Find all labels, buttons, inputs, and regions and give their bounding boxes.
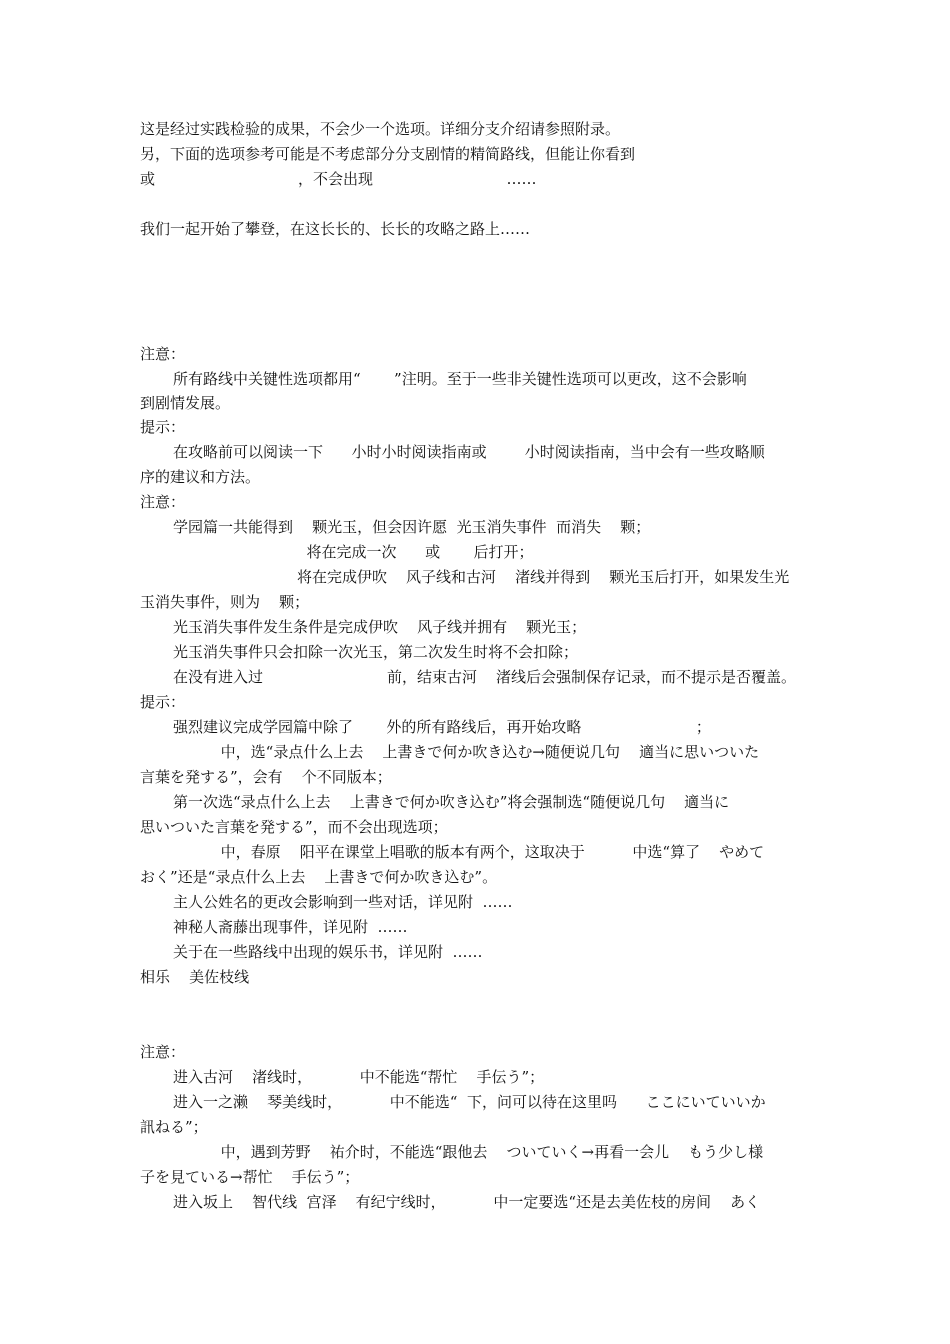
note-line: 第一次选“录点什么上去 上書きで何か吹き込む”将会强制选“随便说几句 適当に bbox=[173, 793, 730, 811]
route-note-line: 中，遇到芳野 祐介时，不能选“跟他去 ついていく→再看一会儿 もう少し様 bbox=[173, 1143, 764, 1161]
note-line: 在攻略前可以阅读一下 小时小时阅读指南或 小时阅读指南，当中会有一些攻略顺 bbox=[173, 443, 765, 461]
note-line: 在没有进入过 前，结束古河 渚线后会强制保存记录，而不提示是否覆盖。 bbox=[173, 668, 797, 686]
note-line: 到剧情发展。 bbox=[140, 394, 231, 412]
note-line: 将在完成伊吹 风子线和古河 渚线并得到 颗光玉后打开，如果发生光 bbox=[173, 568, 790, 586]
note-line: 关于在一些路线中出现的娱乐书，详见附 …… bbox=[173, 943, 483, 961]
tip-heading: 提示： bbox=[140, 693, 186, 711]
note-line: 思いついた言葉を発する”，而不会出现选项； bbox=[140, 818, 448, 836]
tip-heading: 提示： bbox=[140, 418, 186, 436]
note-line: 将在完成一次 或 后打开； bbox=[173, 543, 534, 561]
intro-line-3: 或 ，不会出现 …… bbox=[140, 170, 537, 188]
note-line: 所有路线中关键性选项都用“ ”注明。至于一些非关键性选项可以更改，这不会影响 bbox=[173, 370, 747, 388]
note-line: 光玉消失事件发生条件是完成伊吹 风子线并拥有 颗光玉； bbox=[173, 618, 587, 636]
intro-line-2: 另，下面的选项参考可能是不考虑部分分支剧情的精简路线，但能让你看到 bbox=[140, 145, 636, 163]
section-heading: 相乐 美佐枝线 bbox=[140, 968, 250, 986]
note-line: 强烈建议完成学园篇中除了 外的所有路线后，再开始攻略 ； bbox=[173, 718, 711, 736]
note-line: 玉消失事件，则为 颗； bbox=[140, 593, 310, 611]
route-note-line: 进入古河 渚线时， 中不能选“帮忙 手伝う”； bbox=[173, 1068, 545, 1086]
note-line: 中，春原 阳平在课堂上唱歌的版本有两个，这取决于 中选“算了 やめて bbox=[173, 843, 765, 861]
note-line: 学园篇一共能得到 颗光玉，但会因许愿 光玉消失事件 而消失 颗； bbox=[173, 518, 651, 536]
note-line: 中，选“录点什么上去 上書きで何か吹き込む→随便说几句 適当に思いついた bbox=[173, 743, 760, 761]
note-line: 主人公姓名的更改会影响到一些对话，详见附 …… bbox=[173, 893, 513, 911]
intro-line-4: 我们一起开始了攀登，在这长长的、长长的攻略之路上…… bbox=[140, 220, 531, 238]
note-line: 光玉消失事件只会扣除一次光玉，第二次发生时将不会扣除； bbox=[173, 643, 579, 661]
route-note-line: 进入坂上 智代线 宫泽 有纪宁线时， 中一定要选“还是去美佐枝的房间 あく bbox=[173, 1193, 761, 1211]
note-heading: 注意： bbox=[140, 493, 186, 511]
note-line: 神秘人斋藤出现事件，详见附 …… bbox=[173, 918, 408, 936]
note-line: 言葉を発する”，会有 个不同版本； bbox=[140, 768, 392, 786]
note-heading: 注意： bbox=[140, 345, 186, 363]
route-note-line: 訊ねる”； bbox=[140, 1118, 208, 1136]
route-note-line: 进入一之濑 琴美线时， 中不能选“ 下，问可以待在这里吗 ここにいていいか bbox=[173, 1093, 766, 1111]
note-line: おく”还是“录点什么上去 上書きで何か吹き込む”。 bbox=[140, 868, 498, 886]
note-heading: 注意： bbox=[140, 1043, 186, 1061]
note-line: 序的建议和方法。 bbox=[140, 468, 261, 486]
intro-line-1: 这是经过实践检验的成果，不会少一个选项。详细分支介绍请参照附录。 bbox=[140, 120, 621, 138]
route-note-line: 子を見ている→帮忙 手伝う”； bbox=[140, 1168, 360, 1186]
